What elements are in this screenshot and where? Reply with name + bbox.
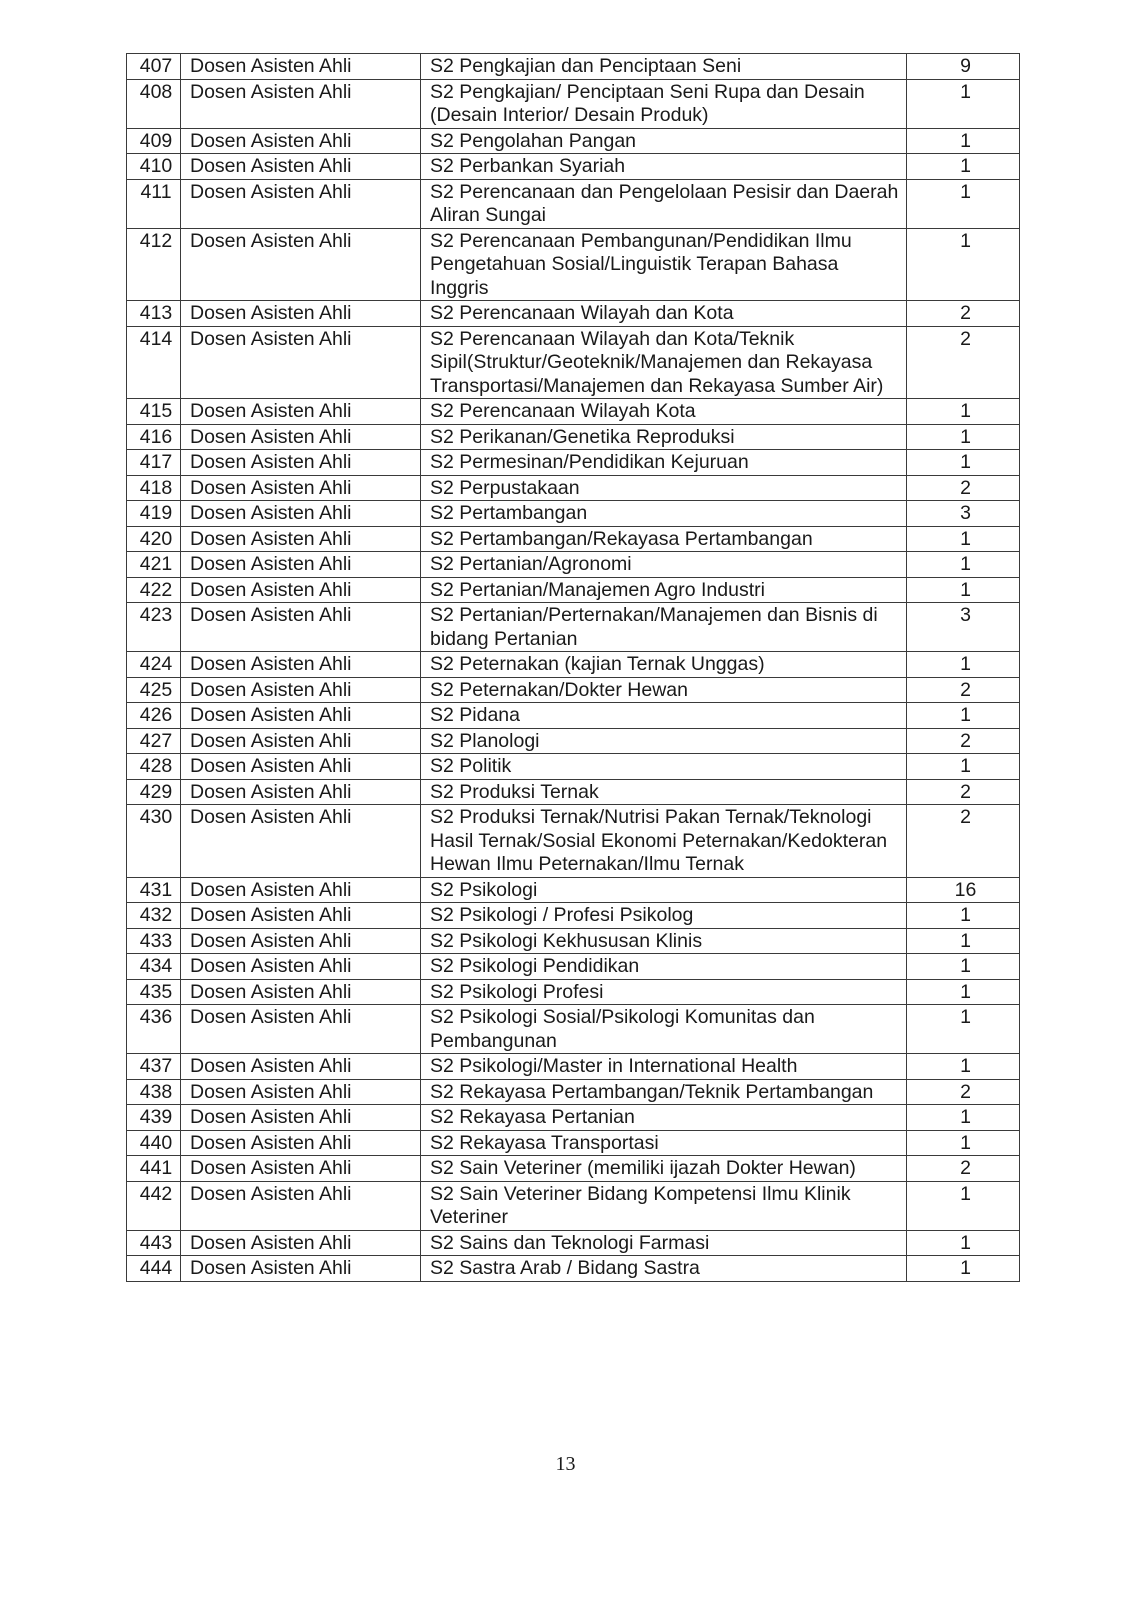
table-row	[127, 54, 1020, 80]
table-row	[127, 1054, 1020, 1080]
row-number: 443	[127, 1230, 181, 1256]
count-cell: 1	[907, 652, 1020, 678]
qualification-cell: S2 Psikologi	[421, 877, 907, 903]
table-row	[127, 301, 1020, 327]
count-cell: 1	[907, 903, 1020, 929]
row-number: 434	[127, 954, 181, 980]
position-cell: Dosen Asisten Ahli	[181, 1130, 421, 1156]
count-cell: 16	[907, 877, 1020, 903]
position-cell: Dosen Asisten Ahli	[181, 677, 421, 703]
qualification-cell: S2 Pengkajian dan Penciptaan Seni	[421, 54, 907, 80]
qualification-cell: S2 Pertanian/Manajemen Agro Industri	[421, 577, 907, 603]
qualification-cell: S2 Perencanaan Wilayah dan Kota	[421, 301, 907, 327]
table-row	[127, 326, 1020, 399]
table-row	[127, 128, 1020, 154]
table-row	[127, 754, 1020, 780]
count-cell: 1	[907, 1181, 1020, 1230]
table-row	[127, 179, 1020, 228]
row-number: 424	[127, 652, 181, 678]
qualification-cell: S2 Rekayasa Pertanian	[421, 1105, 907, 1131]
count-cell: 1	[907, 1130, 1020, 1156]
qualification-cell: S2 Sain Veteriner (memiliki ijazah Dokter Hewan)	[421, 1156, 907, 1182]
qualification-cell: S2 Produksi Ternak	[421, 779, 907, 805]
row-number: 420	[127, 526, 181, 552]
qualification-cell: S2 Perpustakaan	[421, 475, 907, 501]
row-number: 433	[127, 928, 181, 954]
count-cell: 1	[907, 399, 1020, 425]
qualification-cell: S2 Psikologi / Profesi Psikolog	[421, 903, 907, 929]
position-cell: Dosen Asisten Ahli	[181, 728, 421, 754]
table-row	[127, 805, 1020, 878]
qualification-cell: S2 Sain Veteriner Bidang Kompetensi Ilmu Klinik Veteriner	[421, 1181, 907, 1230]
position-cell: Dosen Asisten Ahli	[181, 1181, 421, 1230]
count-cell: 1	[907, 928, 1020, 954]
row-number: 435	[127, 979, 181, 1005]
position-cell: Dosen Asisten Ahli	[181, 1005, 421, 1054]
row-number: 440	[127, 1130, 181, 1156]
row-number: 441	[127, 1156, 181, 1182]
table-row	[127, 877, 1020, 903]
row-number: 431	[127, 877, 181, 903]
row-number: 413	[127, 301, 181, 327]
qualification-cell: S2 Planologi	[421, 728, 907, 754]
position-cell: Dosen Asisten Ahli	[181, 903, 421, 929]
qualification-cell: S2 Sains dan Teknologi Farmasi	[421, 1230, 907, 1256]
count-cell: 1	[907, 703, 1020, 729]
table-row	[127, 154, 1020, 180]
table-row	[127, 577, 1020, 603]
count-cell: 1	[907, 526, 1020, 552]
position-cell: Dosen Asisten Ahli	[181, 805, 421, 878]
row-number: 425	[127, 677, 181, 703]
qualification-cell: S2 Permesinan/Pendidikan Kejuruan	[421, 450, 907, 476]
count-cell: 1	[907, 754, 1020, 780]
qualification-cell: S2 Rekayasa Transportasi	[421, 1130, 907, 1156]
row-number: 430	[127, 805, 181, 878]
qualification-cell: S2 Sastra Arab / Bidang Sastra	[421, 1256, 907, 1282]
position-cell: Dosen Asisten Ahli	[181, 228, 421, 301]
count-cell: 1	[907, 577, 1020, 603]
qualification-cell: S2 Perbankan Syariah	[421, 154, 907, 180]
table-row	[127, 1256, 1020, 1282]
count-cell: 3	[907, 501, 1020, 527]
row-number: 444	[127, 1256, 181, 1282]
table-row	[127, 728, 1020, 754]
row-number: 408	[127, 79, 181, 128]
count-cell: 1	[907, 954, 1020, 980]
table-row	[127, 954, 1020, 980]
table-row	[127, 779, 1020, 805]
table-row	[127, 552, 1020, 578]
count-cell: 1	[907, 552, 1020, 578]
table-row	[127, 450, 1020, 476]
qualification-cell: S2 Pidana	[421, 703, 907, 729]
count-cell: 2	[907, 779, 1020, 805]
count-cell: 2	[907, 1156, 1020, 1182]
table-row	[127, 903, 1020, 929]
position-cell: Dosen Asisten Ahli	[181, 301, 421, 327]
count-cell: 2	[907, 301, 1020, 327]
table-row	[127, 1079, 1020, 1105]
qualification-cell: S2 Pertanian/Agronomi	[421, 552, 907, 578]
table-row	[127, 1230, 1020, 1256]
row-number: 423	[127, 603, 181, 652]
table-row	[127, 228, 1020, 301]
position-cell: Dosen Asisten Ahli	[181, 501, 421, 527]
count-cell: 9	[907, 54, 1020, 80]
count-cell: 1	[907, 79, 1020, 128]
position-cell: Dosen Asisten Ahli	[181, 399, 421, 425]
count-cell: 2	[907, 677, 1020, 703]
position-cell: Dosen Asisten Ahli	[181, 179, 421, 228]
count-cell: 1	[907, 1054, 1020, 1080]
count-cell: 1	[907, 128, 1020, 154]
count-cell: 1	[907, 1230, 1020, 1256]
row-number: 427	[127, 728, 181, 754]
table-row	[127, 703, 1020, 729]
qualification-cell: S2 Perencanaan Wilayah Kota	[421, 399, 907, 425]
qualification-cell: S2 Perencanaan dan Pengelolaan Pesisir dan Daerah Aliran Sungai	[421, 179, 907, 228]
row-number: 418	[127, 475, 181, 501]
position-cell: Dosen Asisten Ahli	[181, 1054, 421, 1080]
row-number: 438	[127, 1079, 181, 1105]
formation-table	[126, 53, 1020, 1282]
position-cell: Dosen Asisten Ahli	[181, 526, 421, 552]
table-body	[127, 54, 1020, 1282]
qualification-cell: S2 Pertambangan/Rekayasa Pertambangan	[421, 526, 907, 552]
table-row	[127, 979, 1020, 1005]
row-number: 422	[127, 577, 181, 603]
table-row	[127, 677, 1020, 703]
table-row	[127, 1130, 1020, 1156]
count-cell: 1	[907, 1105, 1020, 1131]
table-row	[127, 475, 1020, 501]
position-cell: Dosen Asisten Ahli	[181, 79, 421, 128]
position-cell: Dosen Asisten Ahli	[181, 954, 421, 980]
row-number: 417	[127, 450, 181, 476]
row-number: 409	[127, 128, 181, 154]
qualification-cell: S2 Perikanan/Genetika Reproduksi	[421, 424, 907, 450]
row-number: 410	[127, 154, 181, 180]
qualification-cell: S2 Psikologi Pendidikan	[421, 954, 907, 980]
row-number: 414	[127, 326, 181, 399]
qualification-cell: S2 Psikologi Profesi	[421, 979, 907, 1005]
position-cell: Dosen Asisten Ahli	[181, 1256, 421, 1282]
position-cell: Dosen Asisten Ahli	[181, 128, 421, 154]
count-cell: 1	[907, 1005, 1020, 1054]
count-cell: 1	[907, 228, 1020, 301]
table-row	[127, 652, 1020, 678]
row-number: 412	[127, 228, 181, 301]
row-number: 428	[127, 754, 181, 780]
row-number: 437	[127, 1054, 181, 1080]
count-cell: 2	[907, 1079, 1020, 1105]
row-number: 432	[127, 903, 181, 929]
count-cell: 2	[907, 728, 1020, 754]
table-row	[127, 526, 1020, 552]
row-number: 415	[127, 399, 181, 425]
position-cell: Dosen Asisten Ahli	[181, 577, 421, 603]
table-row	[127, 1005, 1020, 1054]
position-cell: Dosen Asisten Ahli	[181, 475, 421, 501]
count-cell: 2	[907, 475, 1020, 501]
qualification-cell: S2 Pertambangan	[421, 501, 907, 527]
table-row	[127, 1156, 1020, 1182]
qualification-cell: S2 Perencanaan Pembangunan/Pendidikan Ilmu Pengetahuan Sosial/Linguistik Terapan Bahasa Inggris	[421, 228, 907, 301]
qualification-cell: S2 Psikologi Sosial/Psikologi Komunitas dan Pembangunan	[421, 1005, 907, 1054]
position-cell: Dosen Asisten Ahli	[181, 703, 421, 729]
qualification-cell: S2 Psikologi Kekhususan Klinis	[421, 928, 907, 954]
position-cell: Dosen Asisten Ahli	[181, 154, 421, 180]
position-cell: Dosen Asisten Ahli	[181, 1156, 421, 1182]
table-row	[127, 399, 1020, 425]
position-cell: Dosen Asisten Ahli	[181, 1105, 421, 1131]
position-cell: Dosen Asisten Ahli	[181, 1079, 421, 1105]
qualification-cell: S2 Produksi Ternak/Nutrisi Pakan Ternak/Teknologi Hasil Ternak/Sosial Ekonomi Peternakan/Kedokteran Hewan Ilmu Peternakan/Ilmu Ternak	[421, 805, 907, 878]
qualification-cell: S2 Pengolahan Pangan	[421, 128, 907, 154]
count-cell: 1	[907, 424, 1020, 450]
row-number: 419	[127, 501, 181, 527]
table-row	[127, 79, 1020, 128]
count-cell: 3	[907, 603, 1020, 652]
count-cell: 2	[907, 805, 1020, 878]
count-cell: 1	[907, 979, 1020, 1005]
qualification-cell: S2 Psikologi/Master in International Health	[421, 1054, 907, 1080]
row-number: 436	[127, 1005, 181, 1054]
position-cell: Dosen Asisten Ahli	[181, 928, 421, 954]
qualification-cell: S2 Pertanian/Perternakan/Manajemen dan Bisnis di bidang Pertanian	[421, 603, 907, 652]
position-cell: Dosen Asisten Ahli	[181, 979, 421, 1005]
table-row	[127, 928, 1020, 954]
qualification-cell: S2 Pengkajian/ Penciptaan Seni Rupa dan Desain (Desain Interior/ Desain Produk)	[421, 79, 907, 128]
table-row	[127, 1105, 1020, 1131]
table-row	[127, 424, 1020, 450]
qualification-cell: S2 Politik	[421, 754, 907, 780]
count-cell: 1	[907, 154, 1020, 180]
row-number: 407	[127, 54, 181, 80]
count-cell: 1	[907, 1256, 1020, 1282]
table-row	[127, 501, 1020, 527]
row-number: 442	[127, 1181, 181, 1230]
position-cell: Dosen Asisten Ahli	[181, 603, 421, 652]
qualification-cell: S2 Perencanaan Wilayah dan Kota/Teknik Sipil(Struktur/Geoteknik/Manajemen dan Rekayasa Transportasi/Manajemen dan Rekayasa Sumber Air)	[421, 326, 907, 399]
row-number: 416	[127, 424, 181, 450]
page-number: 13	[555, 1453, 576, 1475]
count-cell: 2	[907, 326, 1020, 399]
position-cell: Dosen Asisten Ahli	[181, 552, 421, 578]
row-number: 439	[127, 1105, 181, 1131]
table-row	[127, 603, 1020, 652]
position-cell: Dosen Asisten Ahli	[181, 779, 421, 805]
count-cell: 1	[907, 450, 1020, 476]
position-cell: Dosen Asisten Ahli	[181, 1230, 421, 1256]
row-number: 421	[127, 552, 181, 578]
position-cell: Dosen Asisten Ahli	[181, 54, 421, 80]
row-number: 429	[127, 779, 181, 805]
position-cell: Dosen Asisten Ahli	[181, 877, 421, 903]
qualification-cell: S2 Rekayasa Pertambangan/Teknik Pertambangan	[421, 1079, 907, 1105]
row-number: 426	[127, 703, 181, 729]
position-cell: Dosen Asisten Ahli	[181, 754, 421, 780]
count-cell: 1	[907, 179, 1020, 228]
position-cell: Dosen Asisten Ahli	[181, 652, 421, 678]
position-cell: Dosen Asisten Ahli	[181, 424, 421, 450]
qualification-cell: S2 Peternakan/Dokter Hewan	[421, 677, 907, 703]
position-cell: Dosen Asisten Ahli	[181, 450, 421, 476]
row-number: 411	[127, 179, 181, 228]
qualification-cell: S2 Peternakan (kajian Ternak Unggas)	[421, 652, 907, 678]
position-cell: Dosen Asisten Ahli	[181, 326, 421, 399]
table-row	[127, 1181, 1020, 1230]
